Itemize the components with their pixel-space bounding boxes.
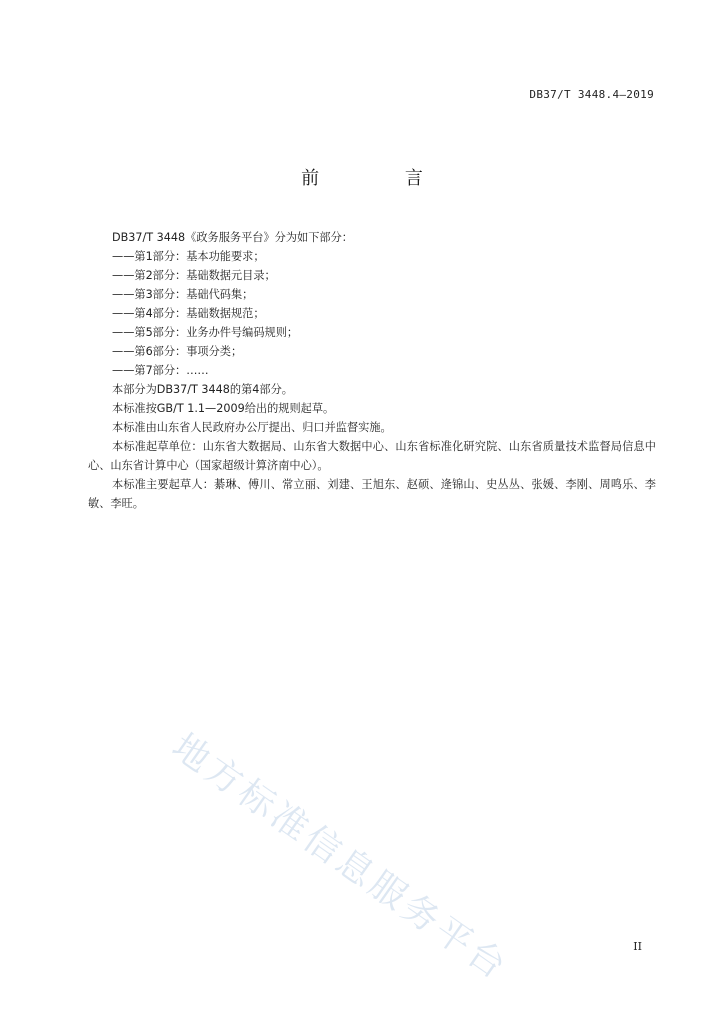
part-list-item: ——第2部分：基础数据元目录；: [112, 269, 276, 282]
part-list-item: ——第6部分：事项分类；: [112, 345, 243, 358]
page-number: II: [633, 940, 642, 953]
drafters-paragraph: 本标准主要起草人：綦琳、傅川、常立丽、刘建、王旭东、赵硕、逄锦山、史丛丛、张媛、李刚、周鸣乐、李敏、李旺。: [88, 478, 656, 510]
part-statement: 本部分为DB37/T 3448的第4部分。: [112, 383, 293, 396]
part-list-item: ——第7部分：……: [112, 364, 209, 377]
page-title: 前 言: [301, 168, 463, 189]
intro-line: DB37/T 3448《政务服务平台》分为如下部分：: [112, 231, 353, 244]
document-body: [88, 228, 656, 513]
part-list-item: ——第3部分：基础代码集；: [112, 288, 254, 301]
drafting-rules-statement: 本标准按GB/T 1.1—2009给出的规则起草。: [112, 402, 335, 415]
drafting-units-paragraph: 本标准起草单位：山东省大数据局、山东省大数据中心、山东省标准化研究院、山东省质量技术监督局信息中心、山东省计算中心（国家超级计算济南中心）。: [88, 440, 656, 472]
part-list-item: ——第5部分：业务办件号编码规则；: [112, 326, 299, 339]
watermark-text: 地方标准信息服务平台: [164, 726, 516, 990]
part-list-item: ——第4部分：基础数据规范；: [112, 307, 265, 320]
part-list-item: ——第1部分：基本功能要求；: [112, 250, 265, 263]
proposer-statement: 本标准由山东省人民政府办公厅提出、归口并监督实施。: [112, 421, 392, 434]
standard-code-header: DB37/T 3448.4—2019: [529, 88, 654, 101]
